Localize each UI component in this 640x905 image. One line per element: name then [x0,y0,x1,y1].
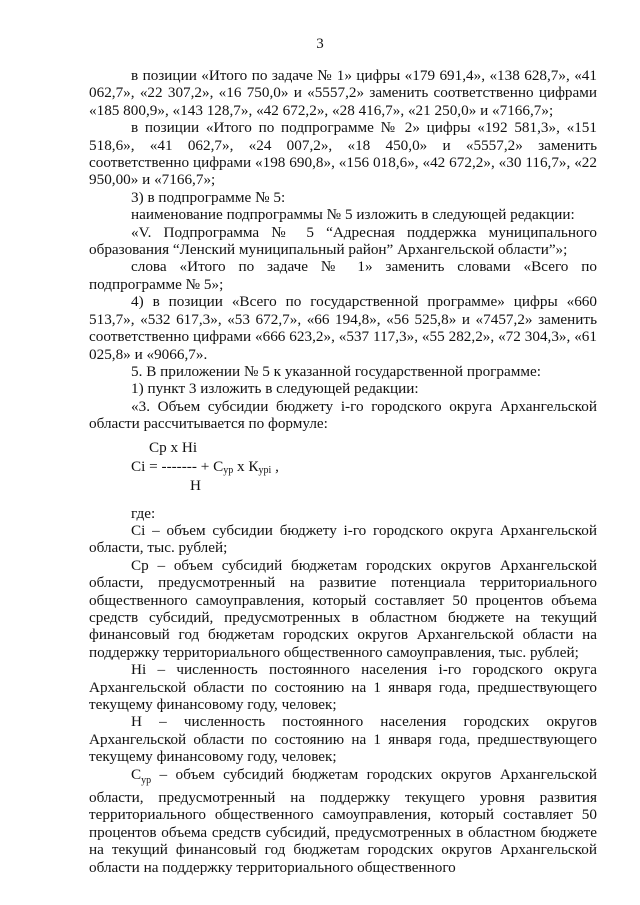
where-label: где: [131,504,156,522]
paragraph-total-program: 4) в позиции «Всего по государственной программе» цифры «660 513,7», «532 617,3», «53 672,7», «66 194,8», «56 525,8» и «7457,2» заменить соответственно цифрами «666 623,2», «537 117,3», «55 282,2», «72 304,3», «61 025,8» и «9066,7». [89,293,597,363]
paragraph-subprogram-5: 3) в подпрограмме № 5: [131,188,286,206]
paragraph-subsidy-intro: «3. Объем субсидии бюджету i-го городского округа Архангельской области рассчитывается по формуле: [89,397,597,433]
paragraph-point-3: 1) пункт 3 изложить в следующей редакции: [131,380,419,398]
page-number: 3 [316,36,324,52]
paragraph-replace-words: слова «Итого по задаче № 1» заменить словами «Всего по подпрограмме № 5»; [89,258,597,293]
formula-numerator: Ср х Hi [149,438,198,456]
paragraph-appendix-5: 5. В приложении № 5 к указанной государственной программе: [131,362,541,380]
paragraph-total-task-1: в позиции «Итого по задаче № 1» цифры «179 691,4», «138 628,7», «41 062,7», «22 307,2», «16 750,0» и «5557,2» заменить соответственно цифрами «185 800,9», «143 128,7», «42 672,2», «28 416,7», «21 250,0» и «7166,7»; [89,67,597,119]
definition-hi: Hi – численность постоянного населения i-го городского округа Архангельской области по состоянию на 1 января года, предшествующего текущему финансовому году, человек; [89,661,597,713]
paragraph-total-subprogram-2: в позиции «Итого по подпрограмме № 2» цифры «192 581,3», «151 518,6», «41 062,7», «24 007,2», «18 450,0» и «5557,2» заменить соответственно цифрами «198 690,8», «156 018,6», «42 672,2», «30 116,7», «22 950,00» и «7166,7»; [89,119,597,189]
definition-cur: $С_{ур}$ – объем субсидий бюджетам городских округов Архангельской области, предусмотренный на поддержку текущего уровня развития территориального общественного самоуправления, который составляет 50 процентов объема средств субсидий, предусмотренных в областном бюджете на текущий финансовый год бюджетам городских округов Архангельской области на поддержку территориального общественного [89,765,597,876]
definition-h: Н – численность постоянного населения городских округов Архангельской области по состоянию на 1 января года, предшествующего текущему финансовому году, человек; [89,713,597,766]
paragraph-subprogram-5-title: «V. Подпрограмма № 5 “Адресная поддержка муниципального образования “Ленский муниципальный район” Архангельской области”»; [89,223,597,259]
definition-ci: Ci – объем субсидии бюджету i-го городского округа Архангельской области, тыс. рублей; [89,521,597,557]
paragraph-subprogram-5-name: наименование подпрограммы № 5 изложить в следующей редакции: [131,206,575,224]
document-body [89,67,597,876]
formula-denominator: Н [190,476,201,494]
formula-main-line: Ci = ------- + $С_{ур}$ х $К_{урi}$ , [131,457,279,476]
subsidy-formula [89,437,597,499]
definition-cp: Ср – объем субсидий бюджетам городских округов Архангельской области, предусмотренный на развитие потенциала территориального общественного самоуправления, который составляет 50 процентов объема средств субсидий, предусмотренных в областном бюджете на текущий финансовый год бюджетам городских округов Архангельской области на поддержку территориального общественного самоуправления, тыс. рублей; [89,556,597,661]
